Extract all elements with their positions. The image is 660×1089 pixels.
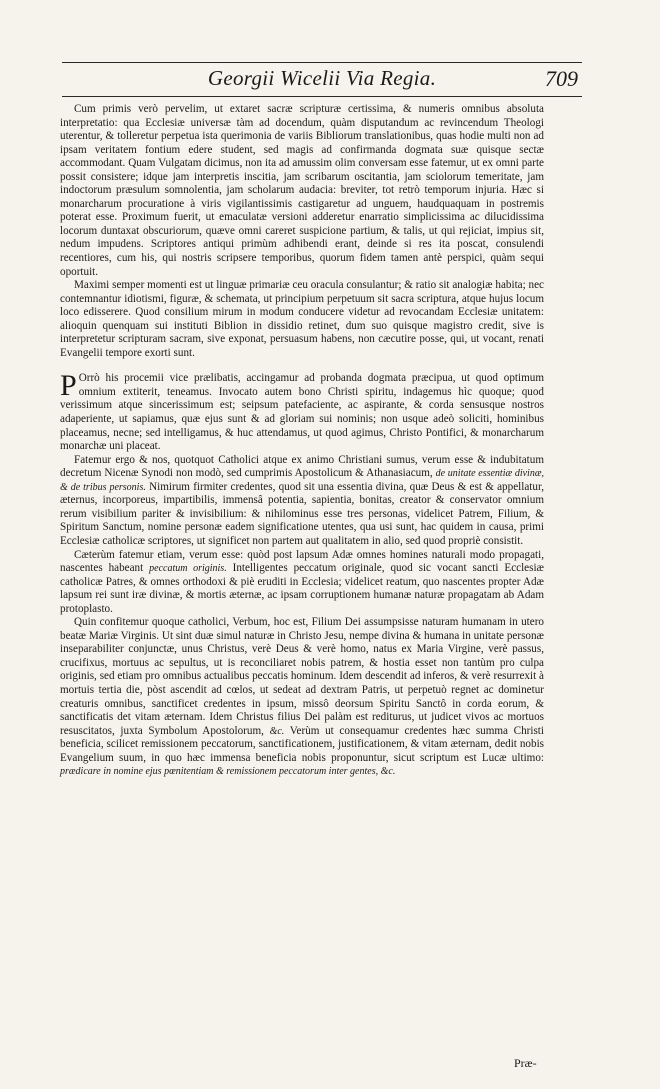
running-title: Georgii Wicelii Via Regia. — [207, 66, 437, 90]
paragraph-4-rest: Nimirum firmiter credentes, quod sit una essentia divina, quæ Deus & est & appellatur, æternus, incorporeus, impartibilis, immensâ potentia, sapientia, bonitas, creator & conservator omnium rerum visibilium pariter & invisibilium: & nihilominus esse tres personas, videlicet Patrem, Filium, & Spiritum Sanctum, nomine personæ eadem significatione utentes, qua usi sunt, hac quidem in causa, primi Ecclesiæ catholicæ scriptores, ut significet non partem aut qualitatem in alio, sed quod propriè consistit. — [60, 480, 544, 547]
paragraph-5-italic: peccatum originis. — [149, 563, 227, 575]
header-bottom-rule — [62, 96, 582, 97]
paragraph-5 — [60, 549, 544, 617]
paragraph-4-italic: de unitate essentiæ divinæ, & de tribus personis. — [60, 468, 544, 493]
paragraph-1: Cum primis verò pervelim, ut extaret sacræ scripturæ certissima, & numeris omnibus absoluta interpretatio: qua Ecclesiæ universæ tàm ad docendum, quàm disputandum ac revincendum Theologi uterentur, & tolleretur perpetua ista querimonia de variis Bibliorum translationibus, quas hodie multi non ad ipsam veritatem fontium edere student, sed magis ad confirmanda dogmata suæ quisque sectæ accommodant. Quam Vulgatam dicimus, non ita ad amussim olim conversam esse fatemur, ut ex omni parte possit consistere; idque jam interpretis inscitia, jam scribarum oscitantia, jam sciolorum temeritate, jam indoctorum præsulum somnolentia, jam scholarum audacia: breviter, tot retrò temporum injuria. Hæc si monarcharum procuratione à viris vigilantissimis castigaretur ad unguem, haudquaquam in postremis poterat esse. Proximum fuerit, ut emaculatæ versioni adderetur enarratio simplicissima ac dilucidissima locorum duntaxat obscuriorum, quæve omni careret suspicione partium, & talis, ut qui rejiciat, impius sit, nedum impudens. Scriptores antiqui primùm adhibendi erant, deinde si res ita poscat, consulendi recentiores, cum his, qui nostris scripsere temporibus, quorum fidem tamen antè perspici, quàm sequi oportuit. — [60, 103, 544, 278]
paragraph-4-text: Fatemur ergo & nos, quotquot Catholici atque ex animo Christiani sumus, verum esse & indubitatum decretum Nicenæ Synodi non modò, sed cumprimis Apostolicum & Athanasiacum, — [60, 453, 544, 480]
paragraph-2: Maximi semper momenti est ut linguæ primariæ ceu oracula consulantur; & ratio sit analogiæ habita; nec contemnantur idiotismi, figuræ, & schemata, ut principium perpetuum sit sacra scriptura, atque hujus locum loco edisserere. Quod consilium mirum in modum conducere videtur ad revocandam Ecclesiæ unitatem: alioquin quenquam sui instituti Biblion in dissidio retinet, dum suo quisque magistro credit, sive is interpretetur scripturam sacram, sive exponat, persuasum habens, non cæcutire posse, qui, ut vocant, renati Evangelii tempore exorti sunt. — [60, 279, 544, 359]
body-text — [60, 103, 544, 779]
paragraph-3-text: Orrò his procemii vice prælibatis, accingamur ad probanda dogmata præcipua, ut quod optimum omnium extiterit, teneamus. Invocato autem bono Christi spiritu, indagemus hìc quoque; quod verissimum atque sincerissimum est; seipsum patefaciente, ac aspirante, & corda sensusque nostros adaperiente, ut sapiamus, quæ ejus sunt & ad gloriam sui nominis; non usque adeò soliciti, hominibus placeamus, necne; sed intelligamus, & huc attendamus, ut quod agimus, Christo Pontifici, & monarcharum monarchæ uni placeat. — [60, 372, 544, 453]
paragraph-5-rest: Intelligentes peccatum originale, quod sic vocant sancti Ecclesiæ catholicæ Patres, & omnes orthodoxi & piè eruditi in Ecclesia; videlicet reatum, quo nascentes propter Adæ lapsum rei sunt iræ divinæ, & mortis æternæ, ac ipsam corruptionem humanæ naturæ propagatam ab Adam protoplasto. — [60, 562, 544, 615]
paragraph-6-rest: Verùm ut consequamur credentes hæc summa Christi beneficia, scilicet remissionem peccatorum, sanctificationem, justificationem, & vitam æternam, dedit nobis Evangelium suum, in quo hæc immensa beneficia nobis proponuntur, sicut scriptum est Lucæ ultimo: — [60, 724, 544, 764]
page-number: 709 — [545, 66, 578, 91]
header-top-rule — [62, 62, 582, 63]
paragraph-6-italic: prædicare in nomine ejus pœnitentiam & remissionem peccatorum inter gentes, &c. — [60, 766, 396, 778]
paragraph-6-etc: &c. — [269, 725, 285, 737]
paragraph-3 — [60, 369, 544, 453]
page-header — [62, 58, 582, 98]
paragraph-6-text: Quin confitemur quoque catholici, Verbum, hoc est, Filium Dei assumpsisse naturam humanam in utero beatæ Mariæ Virginis. Ut sint duæ simul naturæ in Christo Jesu, nempe divina & humana in unitate personæ inseparabiliter conjunctæ, unus Christus, verè Deus & verè homo, natus ex Maria Virgine, verè passus, crucifixus, mortuus ac sepultus, ut is reconciliaret nobis patrem, & hostia esset non tantùm pro culpa originis, sed etiam pro omnibus actualibus peccatis hominum. Idem descendit ad inferos, & verè resurrexit à mortuis tertia die, pòst ascendit ad cœlos, ut sedeat ad dextram Patris, ut perpetuò regnet ac dominetur creaturis omnibus, sanctificet credentes in ipsum, missô deorsum Spiritu Sanctô in corda eorum, & sanctificatis det vitam æternam. Idem Christus filius Dei palàm est rediturus, ut judicet vivos ac mortuos resuscitatos, juxta Symbolum Apostolorum, — [60, 616, 544, 737]
catchword: Præ- — [514, 1056, 537, 1070]
paragraph-4 — [60, 454, 544, 549]
paragraph-6 — [60, 616, 544, 779]
paragraph-5-text: Cæterùm fatemur etiam, verum esse: quòd post lapsum Adæ omnes homines naturali modo propagati, nascentes habeant — [60, 548, 544, 575]
drop-cap: P — [60, 369, 77, 403]
